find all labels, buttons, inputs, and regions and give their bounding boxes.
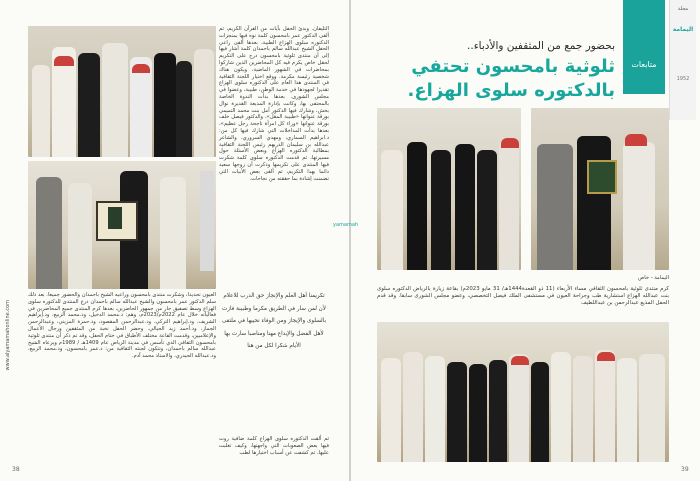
brand-strip xyxy=(669,0,696,120)
article-body-column-2: العيون تحديدا، وشكرت منتدى بامحسون وراعيه الشيخ باحمدان والحضور جميعا. بعد ذلك سلم الدكتور عمر بامحسون والشيخ عبدالله سالم باحمدان درع المنتدى للدكتوره سلوى الهزاع وسط تصفيق حار من جمهور الحاضرين، بعدها كرم المنتدى جميع المحاضرين في فعالياته خلال عام 2022م/2023م، وهم: د.محمد الدخيل، ود.محمد الربيع، ود.إبراهيم الشريف، ود.إبراهيم التركي، ود.عبدالرحمن المقصود، ود.حمزة المزيني، وعبدالرحمن الجماز، ود.أحمد زيد الحيالي. وحضر الحفل نخبة من المثقفين ورجال الأعمال والإعلاميين، وقدمت القاعة مختلف الأطباق في ختام الحفل، وقد تم ذكر أن منتدى ثلوثية بامحسون الثقافي الذي تأسس في مدينة الرياض عام 1409هـ / 1989م ويرعاه الشيخ عبدالله سالم باحمدان، وتتكون لجنته الثقافية من: د.عمر بامحسون، ود.محمد الربيع، ود.عبدالله الحيدري، والاستاذ محمد آدم. xyxy=(28,292,216,360)
section-tag xyxy=(623,0,665,94)
page-number-right: 39 xyxy=(681,466,689,473)
article-body-column-1: التليفان. وبدئ الحفل بآيات من القرآن الكريم، ثم ألقى الدكتور عمر بامحسون كلمة نوه فيها بمنجزات الدكتوره سلوى الهزاع الطبية، بعدها ألقى راعي الحفل الشيخ عبدالله سالم باحمدان كلمة أشار فيها إلى أن منتدى ثلوثية بامحسون درج على التكريم لحقل خاص يكرم فيه كل المحاضرين الذين شاركوا بمحاضرات في الشهور الماضية، ويكون هناك شخصية رئيسة مكرمة. ووقع اختيار اللجنة الثقافية في المنتدى هذا العام على الدكتوره سلوى الهزاع تقديرا لجهودها في خدمة الوطن، طبيبة، وعضوا في مجلس الشورى. بعدها بدأت الندوة الخاصة بالمحتفى بها، وكانت بإدارة المذيعة القديرة نوال بخش، وشارك فيها الدكتور أمل بنت محمد التميمي بورقة عنوانها «طبيبة المقل»، والدكتور فيصل خلف بورقة عنوانها «وراء كل امرأة ناجحة رجل عظيم»، بعدها بدأت المداخلات التي شارك فيها كل من: د.ابراهيم السماري، ومهدي السروري، والشاعر عبدالله بن سليمان الدريهم رئيس اللجنة الثقافية بمطالبة الدكتوره الهزاع وبعض الأسئلة حول مسيرتها، ثم قدمت الدكتوره سلوى كلمة شكرت فيها المنتدى على تكريمها وذكرت أن زوجها سعيد دائما بهذا التكريم، ثم ألقى بعض الأبيات التي تضمنت إشادة بما حققته من نجاحات. xyxy=(219,26,329,182)
website-url: www.alyamamahonline.com xyxy=(5,300,11,371)
photo-full-group xyxy=(377,322,669,462)
page-number-left: 38 xyxy=(12,466,20,473)
yamamah-watermark-logo: yamamah xyxy=(333,222,359,228)
section-tag-label: متابعات xyxy=(631,60,657,69)
caption-credit: اليمامة - خاص xyxy=(638,275,669,281)
photo-honorees-group xyxy=(28,26,216,157)
article-body-column-3: ثم ألقت الدكتوره سلوى الهزاع كلمة ضافية روت فيها بعض الصعوبات التي واجهتها، وكيف تغلبت عليها، ثم كشفت عن أسباب اختيارها لطب xyxy=(219,436,329,456)
photo-award-plaque xyxy=(531,108,669,270)
photo-women-group xyxy=(377,108,521,270)
headline-line-1: ثلوثية بامحسون تحتفي xyxy=(411,56,615,77)
right-page xyxy=(333,0,700,481)
lead-paragraph: كرم منتدى ثلوثية بامحسون الثقافي مساء الأربعاء (11 ذو القعدة1444هـ/ 31 مايو 2023م) بقاعة زيارة بالرياض الدكتوره سلوى بنت عبدالله الهزاع استشارية طب وجراحة العيون في مستشفى الملك فيصل التخصصي، وعضو مجلس الشورى سابقا. وقد قدم الحفل المذيع عبدالرحمن بن عبداللطيف xyxy=(377,286,669,306)
brand-top: مجلة xyxy=(677,6,689,12)
magazine-logo: اليمامة xyxy=(672,26,694,33)
brand-year: 1952 xyxy=(676,76,690,82)
left-page xyxy=(0,0,349,481)
poem-column: تكريمنا أهل العلم والإنجاز حق الدرب للاعلام لأن لمن سار في الطريق مكرما وطبيبة فازت بالسلوى والإيجاز ومن الوفاء نحييها في ملتقى لأهل الفضل والإبداع مهنا ومناصبا سارت بها الأيام شكرا لكل من هنا xyxy=(221,293,327,349)
headline-line-2: بالدكتوره سلوى الهزاع. xyxy=(407,80,615,101)
photo-shield-presentation xyxy=(28,161,216,289)
kicker: بحضور جمع من المثقفين والأدباء.. xyxy=(467,40,615,52)
